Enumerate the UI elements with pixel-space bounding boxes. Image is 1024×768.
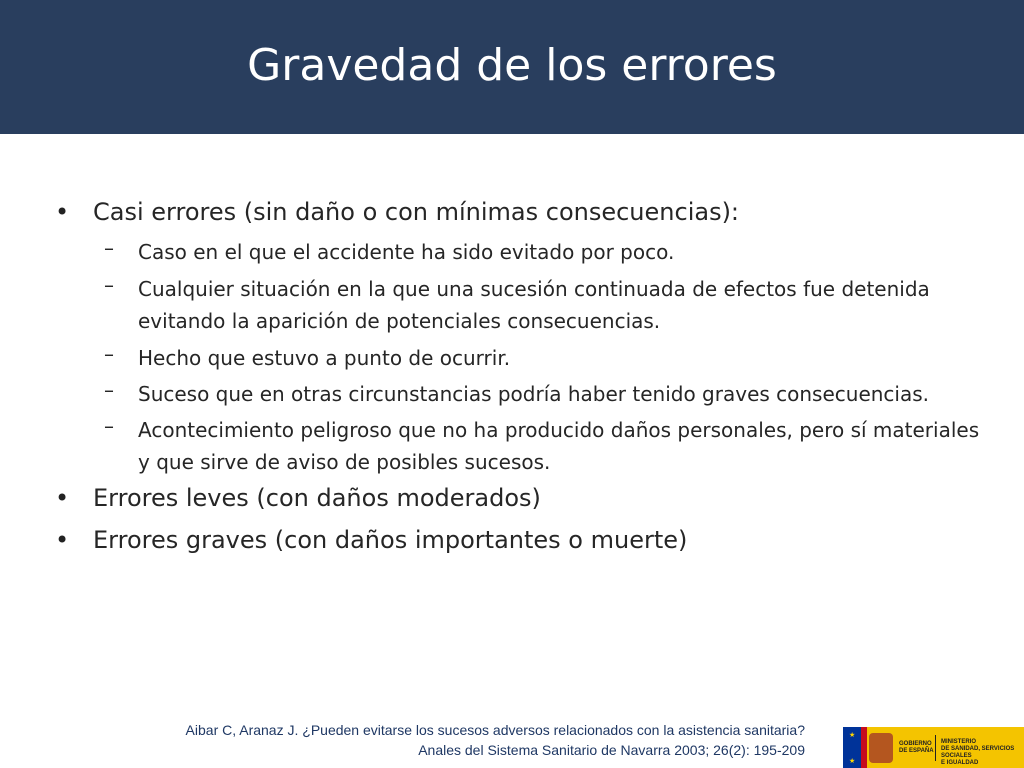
bullet-text: Errores leves (con daños moderados) (93, 484, 541, 512)
sub-bullet-marker: – (104, 273, 114, 297)
slide-title: Gravedad de los errores (247, 40, 777, 91)
reference-line: Aibar C, Aranaz J. ¿Pueden evitarse los sucesos adversos relacionados con la asistencia sanitaria? (185, 722, 805, 738)
sub-bullet-text: Hecho que estuvo a punto de ocurrir. (138, 346, 511, 370)
government-logo (843, 727, 1024, 768)
bullet-text: Errores graves (con daños importantes o muerte) (93, 526, 688, 554)
sub-bullet-marker: – (104, 236, 114, 260)
bullet-marker: • (55, 198, 70, 226)
ministerio-label: MINISTERIO DE SANIDAD, SERVICIOS SOCIALES E IGUALDAD (941, 739, 1015, 766)
bullet-text: Casi errores (sin daño o con mínimas consecuencias): (93, 198, 740, 226)
sub-bullet-text: Suceso que en otras circunstancias podría haber tenido graves consecuencias. (138, 382, 930, 406)
spain-flag-stripe (861, 727, 867, 768)
sub-bullet-text: Caso en el que el accidente ha sido evitado por poco. (138, 240, 675, 264)
eu-flag-icon: ★ ★ (843, 727, 861, 768)
reference-line: Anales del Sistema Sanitario de Navarra 2003; 26(2): 195-209 (418, 742, 805, 758)
bullet-item (0, 198, 1024, 238)
coat-of-arms-icon (869, 733, 893, 763)
sub-bullet-marker: – (104, 414, 114, 438)
logo-divider (935, 735, 936, 761)
sub-bullet-marker: – (104, 342, 114, 366)
bullet-item (0, 526, 1024, 566)
sub-bullet-text: Acontecimiento peligroso que no ha producido daños personales, pero sí materiales y que sirve de aviso de posibles sucesos. (138, 418, 980, 474)
bullet-item (0, 484, 1024, 524)
bullet-marker: • (55, 526, 70, 554)
title-bar (0, 0, 1024, 134)
sub-bullet-marker: – (104, 378, 114, 402)
sub-bullet-text: Cualquier situación en la que una sucesión continuada de efectos fue detenida evitando la aparición de potenciales consecuencias. (138, 277, 930, 333)
reference-citation (186, 720, 805, 760)
gobierno-label: GOBIERNO DE ESPAÑA (899, 741, 934, 754)
bullet-marker: • (55, 484, 70, 512)
